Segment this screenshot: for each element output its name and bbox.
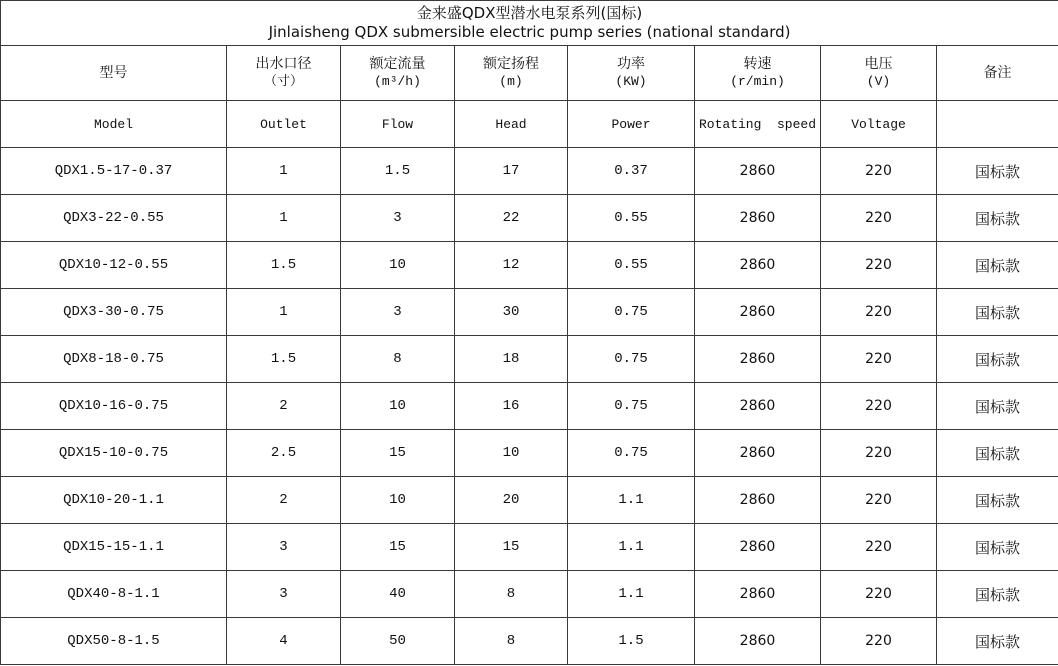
header-outlet-unit: （寸）	[263, 74, 303, 89]
cell-model: QDX10-16-0.75	[1, 383, 227, 430]
cell-speed: 2860	[695, 477, 821, 524]
cell-outlet: 1	[227, 148, 341, 195]
header-power-unit: (KW)	[615, 74, 647, 89]
table-row	[1, 571, 1058, 618]
cell-head: 8	[455, 571, 568, 618]
cell-head: 15	[455, 524, 568, 571]
cell-voltage: 220	[821, 242, 937, 289]
cell-outlet: 2	[227, 383, 341, 430]
cell-flow: 3	[341, 289, 455, 336]
cell-flow: 40	[341, 571, 455, 618]
cell-head: 17	[455, 148, 568, 195]
title-chinese: 金来盛QDX型潜水电泵系列(国标)	[416, 4, 643, 22]
cell-model: QDX10-20-1.1	[1, 477, 227, 524]
cell-note: 国标款	[937, 195, 1058, 242]
cell-voltage: 220	[821, 195, 937, 242]
header-model-label: 型号	[99, 64, 128, 81]
table-row	[1, 195, 1058, 242]
cell-speed: 2860	[695, 195, 821, 242]
cell-note: 国标款	[937, 289, 1058, 336]
cell-head: 10	[455, 430, 568, 477]
table-row	[1, 289, 1058, 336]
cell-power: 0.75	[568, 430, 695, 477]
header-outlet-label: 出水口径	[255, 56, 312, 72]
header-speed-unit: (r/min)	[730, 74, 785, 89]
cell-note: 国标款	[937, 430, 1058, 477]
table-row	[1, 336, 1058, 383]
cell-power: 1.1	[568, 571, 695, 618]
cell-flow: 15	[341, 524, 455, 571]
header-head	[455, 46, 568, 101]
cell-power: 0.75	[568, 336, 695, 383]
table-row	[1, 524, 1058, 571]
header-power	[568, 46, 695, 101]
header-voltage-english: Voltage	[821, 101, 937, 148]
cell-speed: 2860	[695, 148, 821, 195]
header-row-english	[1, 101, 1058, 148]
table-row	[1, 477, 1058, 524]
cell-model: QDX3-22-0.55	[1, 195, 227, 242]
header-outlet-english: Outlet	[227, 101, 341, 148]
header-voltage-label: 电压	[864, 56, 893, 72]
cell-outlet: 3	[227, 571, 341, 618]
cell-flow: 3	[341, 195, 455, 242]
cell-power: 0.55	[568, 242, 695, 289]
cell-outlet: 4	[227, 618, 341, 665]
cell-note: 国标款	[937, 524, 1058, 571]
cell-speed: 2860	[695, 336, 821, 383]
cell-voltage: 220	[821, 618, 937, 665]
cell-note: 国标款	[937, 148, 1058, 195]
header-flow-label: 额定流量	[369, 56, 426, 72]
header-flow	[341, 46, 455, 101]
cell-power: 1.5	[568, 618, 695, 665]
cell-speed: 2860	[695, 242, 821, 289]
cell-power: 0.75	[568, 289, 695, 336]
cell-voltage: 220	[821, 336, 937, 383]
cell-model: QDX15-10-0.75	[1, 430, 227, 477]
cell-speed: 2860	[695, 618, 821, 665]
cell-flow: 10	[341, 242, 455, 289]
header-power-label: 功率	[617, 56, 645, 72]
header-head-unit: (m)	[499, 74, 523, 89]
cell-head: 20	[455, 477, 568, 524]
table-row	[1, 430, 1058, 477]
cell-model: QDX50-8-1.5	[1, 618, 227, 665]
cell-model: QDX40-8-1.1	[1, 571, 227, 618]
cell-outlet: 1	[227, 195, 341, 242]
cell-note: 国标款	[937, 242, 1058, 289]
header-flow-unit: (m³/h)	[374, 74, 421, 89]
header-head-english: Head	[455, 101, 568, 148]
cell-model: QDX1.5-17-0.37	[1, 148, 227, 195]
cell-power: 0.75	[568, 383, 695, 430]
title-english: Jinlaisheng QDX submersible electric pump series (national standard)	[268, 23, 791, 41]
cell-voltage: 220	[821, 524, 937, 571]
header-speed-english: Rotating speed	[695, 101, 821, 148]
cell-note: 国标款	[937, 571, 1058, 618]
table-row	[1, 148, 1058, 195]
cell-outlet: 3	[227, 524, 341, 571]
cell-voltage: 220	[821, 430, 937, 477]
cell-voltage: 220	[821, 289, 937, 336]
header-note-english	[937, 101, 1058, 148]
cell-speed: 2860	[695, 289, 821, 336]
header-power-english: Power	[568, 101, 695, 148]
cell-model: QDX15-15-1.1	[1, 524, 227, 571]
table-row	[1, 383, 1058, 430]
header-row-chinese	[1, 46, 1058, 101]
cell-power: 0.55	[568, 195, 695, 242]
header-note	[937, 46, 1058, 101]
table-row	[1, 242, 1058, 289]
cell-voltage: 220	[821, 148, 937, 195]
cell-head: 8	[455, 618, 568, 665]
header-voltage	[821, 46, 937, 101]
cell-flow: 8	[341, 336, 455, 383]
cell-note: 国标款	[937, 383, 1058, 430]
cell-model: QDX8-18-0.75	[1, 336, 227, 383]
cell-head: 18	[455, 336, 568, 383]
cell-power: 1.1	[568, 524, 695, 571]
header-outlet	[227, 46, 341, 101]
header-speed-label: 转速	[743, 56, 772, 72]
cell-power: 0.37	[568, 148, 695, 195]
cell-flow: 1.5	[341, 148, 455, 195]
cell-voltage: 220	[821, 383, 937, 430]
table-title	[1, 1, 1058, 46]
cell-model: QDX3-30-0.75	[1, 289, 227, 336]
cell-note: 国标款	[937, 477, 1058, 524]
header-voltage-unit: (V)	[866, 74, 891, 89]
cell-flow: 15	[341, 430, 455, 477]
header-flow-english: Flow	[341, 101, 455, 148]
header-note-label: 备注	[983, 64, 1012, 81]
header-model-english: Model	[1, 101, 227, 148]
header-speed	[695, 46, 821, 101]
header-model	[1, 46, 227, 101]
cell-flow: 50	[341, 618, 455, 665]
cell-speed: 2860	[695, 571, 821, 618]
cell-speed: 2860	[695, 430, 821, 477]
header-head-label: 额定扬程	[483, 56, 539, 72]
cell-head: 22	[455, 195, 568, 242]
cell-outlet: 1.5	[227, 242, 341, 289]
cell-voltage: 220	[821, 571, 937, 618]
cell-head: 16	[455, 383, 568, 430]
cell-model: QDX10-12-0.55	[1, 242, 227, 289]
cell-note: 国标款	[937, 336, 1058, 383]
cell-speed: 2860	[695, 524, 821, 571]
cell-speed: 2860	[695, 383, 821, 430]
cell-voltage: 220	[821, 477, 937, 524]
cell-power: 1.1	[568, 477, 695, 524]
cell-head: 12	[455, 242, 568, 289]
cell-flow: 10	[341, 477, 455, 524]
cell-outlet: 1.5	[227, 336, 341, 383]
cell-head: 30	[455, 289, 568, 336]
cell-outlet: 1	[227, 289, 341, 336]
table-body	[1, 148, 1058, 665]
cell-outlet: 2	[227, 477, 341, 524]
table-row	[1, 618, 1058, 665]
cell-note: 国标款	[937, 618, 1058, 665]
cell-outlet: 2.5	[227, 430, 341, 477]
cell-flow: 10	[341, 383, 455, 430]
